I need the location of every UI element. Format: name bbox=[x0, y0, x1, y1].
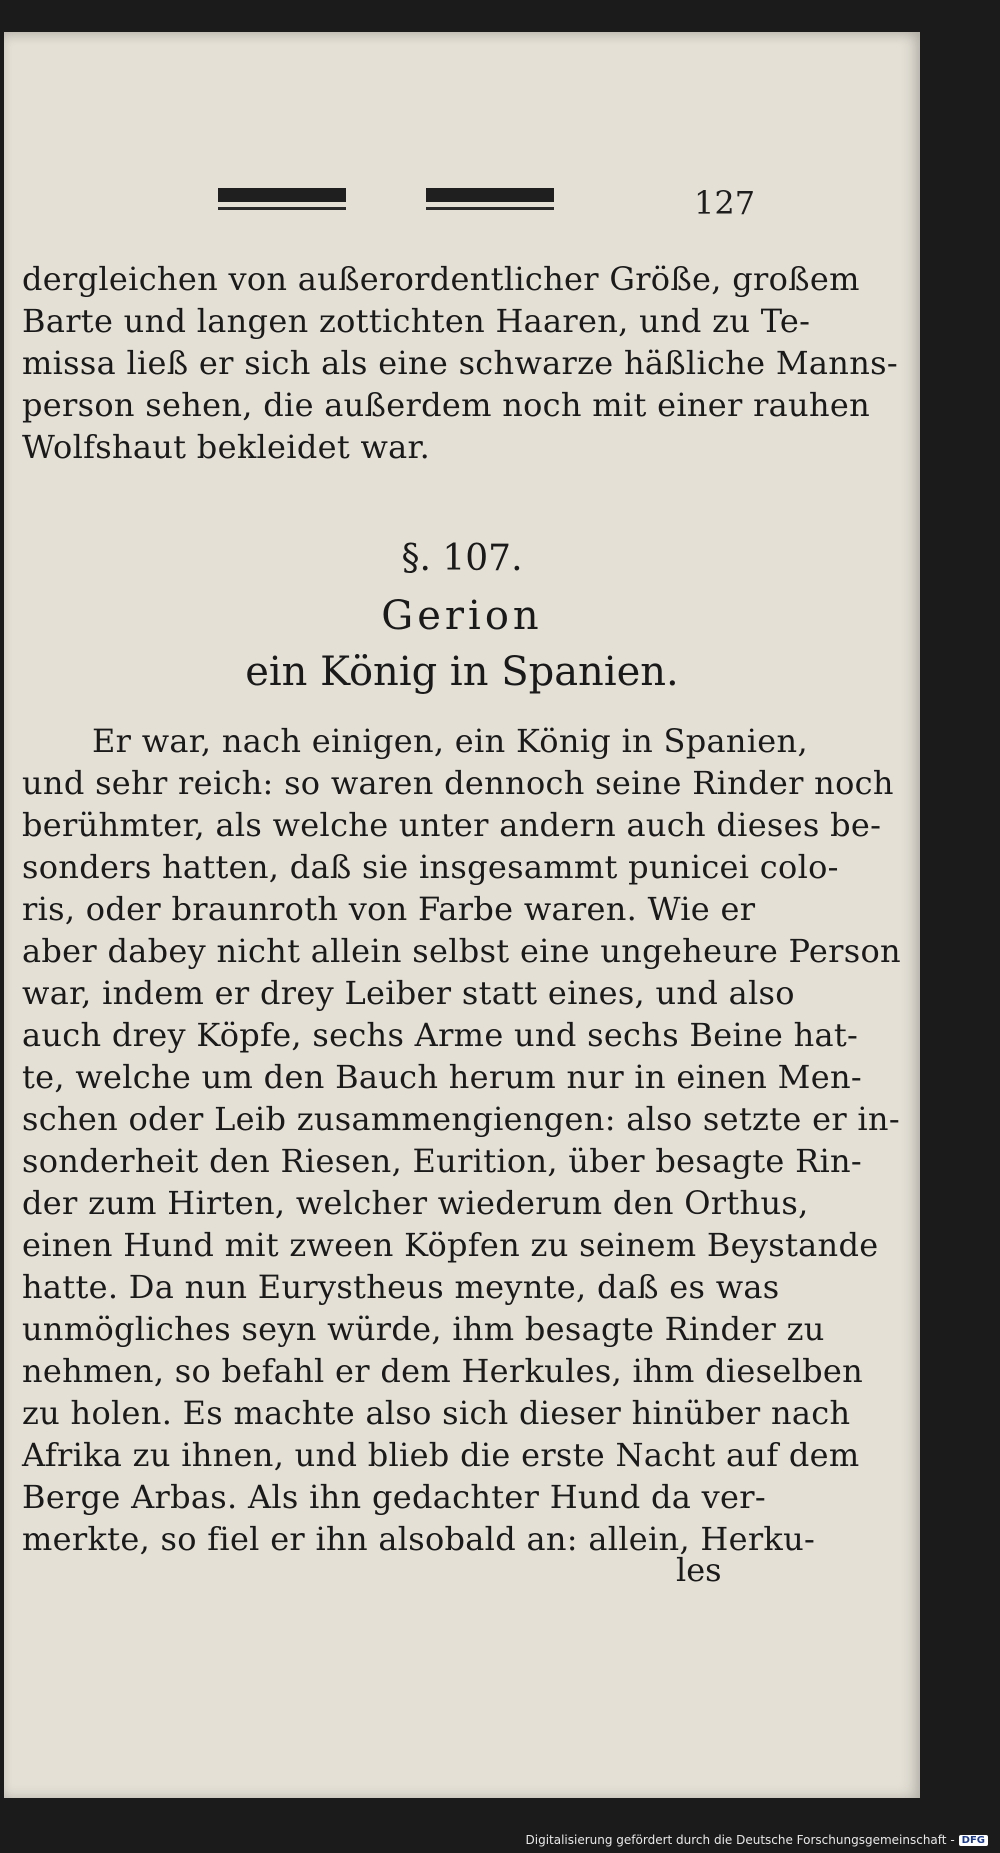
text-line: missa ließ er sich als eine schwarze häßliche Manns- bbox=[22, 344, 898, 382]
ornament-bar bbox=[426, 188, 554, 202]
text-line: zu holen. Es machte also sich dieser hinüber nach bbox=[22, 1394, 851, 1432]
ornament-bar bbox=[218, 188, 346, 202]
text-line: einen Hund mit zween Köpfen zu seinem Beystande bbox=[22, 1226, 879, 1264]
text-line: te, welche um den Bauch herum nur in einen Men- bbox=[22, 1058, 862, 1096]
paragraph-main bbox=[22, 720, 901, 1560]
text-line: unmögliches seyn würde, ihm besagte Rinder zu bbox=[22, 1310, 825, 1348]
ornament-line bbox=[218, 207, 346, 210]
digitization-credit bbox=[526, 1833, 989, 1847]
text-line: hatte. Da nun Eurystheus meynte, daß es was bbox=[22, 1268, 780, 1306]
text-line: auch drey Köpfe, sechs Arme und sechs Beine hat- bbox=[22, 1016, 859, 1054]
book-page bbox=[4, 32, 920, 1798]
text-line: schen oder Leib zusammengiengen: also setzte er in- bbox=[22, 1100, 900, 1138]
section-title: Gerion bbox=[381, 593, 543, 639]
text-line: merkte, so fiel er ihn alsobald an: allein, Herku- bbox=[22, 1520, 816, 1558]
catchword: les bbox=[676, 1551, 722, 1589]
text-line: der zum Hirten, welcher wiederum den Orthus, bbox=[22, 1184, 809, 1222]
text-line: Wolfshaut bekleidet war. bbox=[22, 428, 431, 466]
text-line: und sehr reich: so waren dennoch seine Rinder noch bbox=[22, 764, 894, 802]
text-line: sonders hatten, daß sie insgesammt punicei colo- bbox=[22, 848, 839, 886]
text-line: sonderheit den Riesen, Eurition, über besagte Rin- bbox=[22, 1142, 863, 1180]
text-line: Afrika zu ihnen, und blieb die erste Nacht auf dem bbox=[22, 1436, 860, 1474]
text-line: nehmen, so befahl er dem Herkules, ihm dieselben bbox=[22, 1352, 864, 1390]
text-line: Er war, nach einigen, ein König in Spanien, bbox=[92, 722, 808, 760]
text-line: Berge Arbas. Als ihn gedachter Hund da ver- bbox=[22, 1478, 766, 1516]
text-line: war, indem er drey Leiber statt eines, und also bbox=[22, 974, 795, 1012]
text-line: aber dabey nicht allein selbst eine ungeheure Person bbox=[22, 932, 901, 970]
text-line: dergleichen von außerordentlicher Größe, großem bbox=[22, 260, 860, 298]
section-number: §. 107. bbox=[401, 538, 523, 579]
text-line: person sehen, die außerdem noch mit einer rauhen bbox=[22, 386, 871, 424]
text-line: berühmter, als welche unter andern auch dieses be- bbox=[22, 806, 882, 844]
text-line: Barte und langen zottichten Haaren, und zu Te- bbox=[22, 302, 811, 340]
section-subtitle: ein König in Spanien. bbox=[245, 649, 679, 695]
dfg-logo-icon: DFG bbox=[959, 1835, 988, 1846]
text-line: ris, oder braunroth von Farbe waren. Wie er bbox=[22, 890, 756, 928]
ornament-rule-left bbox=[218, 188, 346, 212]
ornament-rule-right bbox=[426, 188, 554, 212]
paragraph-continued bbox=[22, 258, 898, 468]
ornament-line bbox=[426, 207, 554, 210]
footer-text: Digitalisierung gefördert durch die Deutsche Forschungsgemeinschaft - bbox=[525, 1833, 955, 1847]
page-number: 127 bbox=[694, 184, 756, 222]
